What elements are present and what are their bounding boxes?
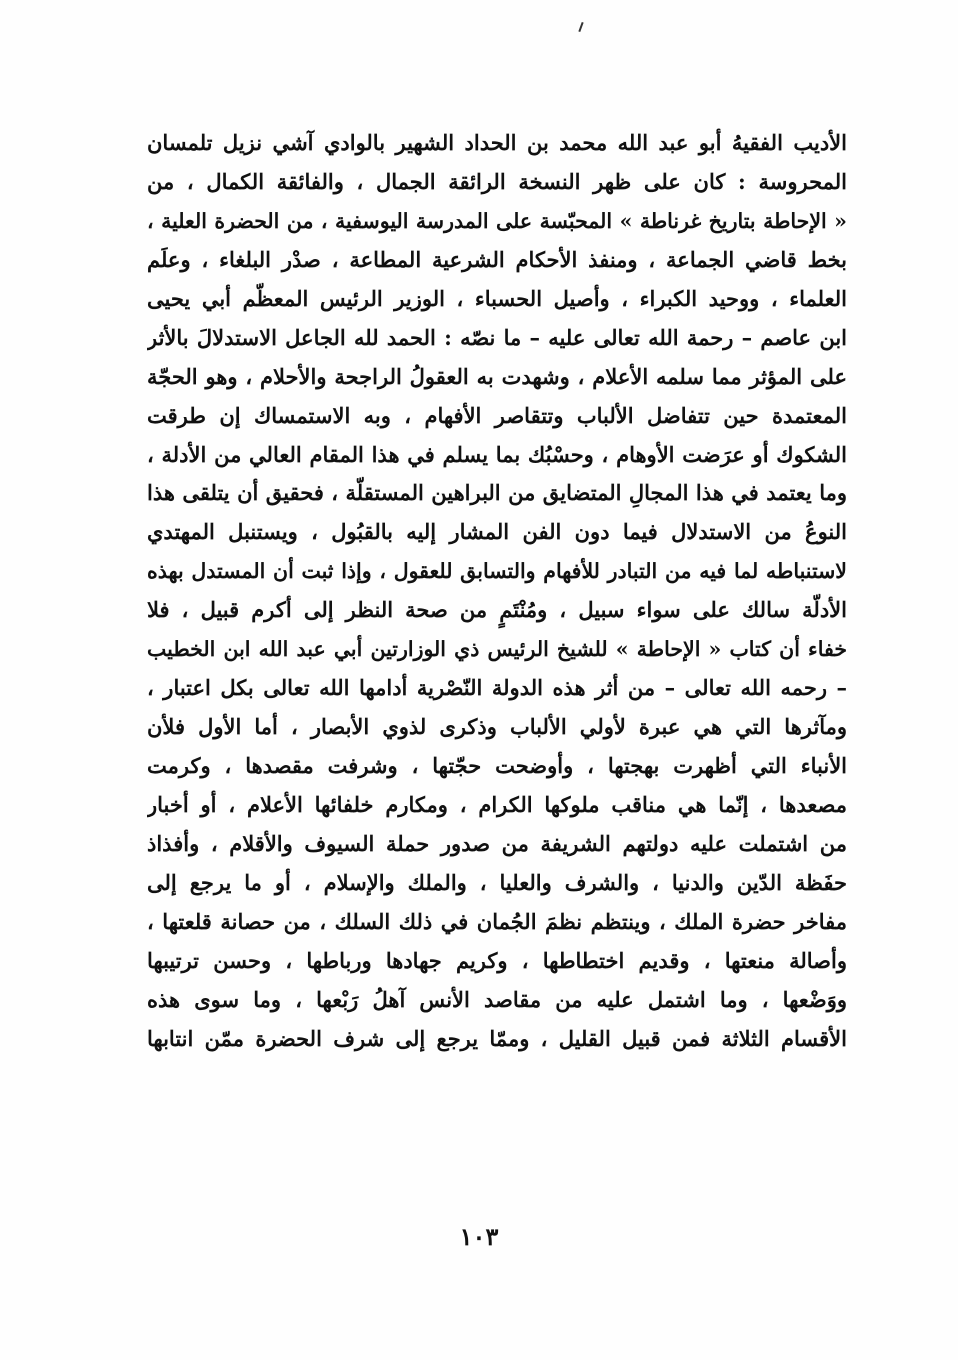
- text-line-9: الشكوك أو عرَضت الأوهام ، وحسْبُك بما يسلم في هذا المقام العالي من الأدلة ،: [147, 441, 847, 467]
- text-line-17: الأنباء التي أظهرت بهجتها ، وأوضحت حجّتها ، وشرفت مقصدها ، وكرمت: [147, 753, 847, 778]
- text-line-19: من اشتملت عليه دولتهم الشريفة من صدور حملة السيوف والأقلام ، وأفذاذ: [147, 830, 847, 856]
- text-line-16: ومآثرها التي هي عبرة لأولي الألباب وذكرى لذوي الأبصار ، أما الأول فلأن: [147, 714, 847, 740]
- body-text: [147, 124, 847, 1059]
- text-line-24: الأقسام الثلاثة فمن قبيل القليل ، وممّا يرجع إلى شرف الحضرة ممّن انتابها: [147, 1025, 847, 1051]
- text-line-22: وأصالة منعتها ، وقديم اختطاطها ، وكريم جهادها ورباطها ، وحسن ترتيبها: [147, 947, 847, 973]
- text-line-21: مفاخر حضرة الملك ، وينتظم نظمَ الجُمان في ذلك السلك ، من حصانة قلعتها ،: [147, 908, 847, 934]
- text-line-12: لاستنباطه لما فيه من التبادر للأفهام والتسابق للعقول ، وإذا ثبت أن المستدل بهذه: [147, 559, 847, 584]
- text-line-8: المعتمدة حين تتفاضل الألباب وتتقاصر الأفهام ، وبه الاستمساك إن طرقت: [147, 402, 847, 428]
- text-line-11: النوعُ من الاستدلال فيما دون الفن المشار إليه بالقبُول ، ويستنبل المهتدي: [147, 519, 847, 545]
- text-line-6: ابن عاصم – رحمة الله تعالى عليه – ما نصّه : الحمد لله الجاعل الاستدلالَ بالأثر: [147, 324, 847, 350]
- ink-speck: [578, 22, 583, 32]
- text-line-13: الأدلّة سالك على سواء سبيل ، ومُنْتَمٍ من صحة النظر إلى أكرم قبيل ، فلا: [147, 597, 847, 623]
- text-line-18: مصعدها ، إنّما هي مناقب ملوكها الكرام ، ومكارم خلفائها الأعلام ، أو أخبار: [147, 791, 847, 817]
- text-line-4: بخط قاضي الجماعة ، ومنفذ الأحكام الشرعية المطاعة ، صدْر البلغاء ، وعلَم: [147, 246, 847, 272]
- text-line-5: العلماء ، ووحيد الكبراء ، وأصيل الحسباء ، الوزير الرئيس المعظّم أبي يحيى: [147, 285, 847, 311]
- text-line-14: خفاء أن كتاب « الإحاطة » للشيخ الرئيس ذي الوزارتين أبي عبد الله ابن الخطيب: [147, 637, 847, 662]
- text-line-2: المحروسة : كان على ظهر النسخة الرائقة الجمال ، والفائقة الكمال ، من: [147, 168, 847, 194]
- text-line-23: ووَضْعها ، وما اشتمل عليه من مقاصد الأنس آهلُ رَبْعها ، وما سوى هذه: [147, 986, 847, 1012]
- page-number: ١٠٣: [459, 1222, 499, 1251]
- text-line-1: الأديب الفقيهُ أبو عبد الله محمد بن الحداد الشهير بالوادي آشي نزيل تلمسان: [147, 130, 847, 155]
- text-line-3: « الإحاطة بتاريخ غرناطة » المحبّسة على المدرسة اليوسفية ، من الحضرة العلية ،: [147, 208, 847, 233]
- text-line-10: وما يعتمد في هذا المجالِ المتضايق من البراهين المستقلّة ، فحقيق أن يتلقى هذا: [147, 480, 847, 506]
- text-line-15: – رحمه الله تعالى – من أثر هذه الدولة النّصْرية أدامها الله تعالى بكل اعتبار ،: [147, 675, 847, 701]
- text-line-20: حفَظة الدّين والدنيا ، والشرف والعليا ، والملك والإسلام ، أو ما يرجع إلى: [147, 869, 847, 895]
- text-line-7: على المؤثر مما سلمه الأعلام ، وشهدت به العقولُ الراجحة والأحلام ، وهو الحجّة: [147, 363, 847, 389]
